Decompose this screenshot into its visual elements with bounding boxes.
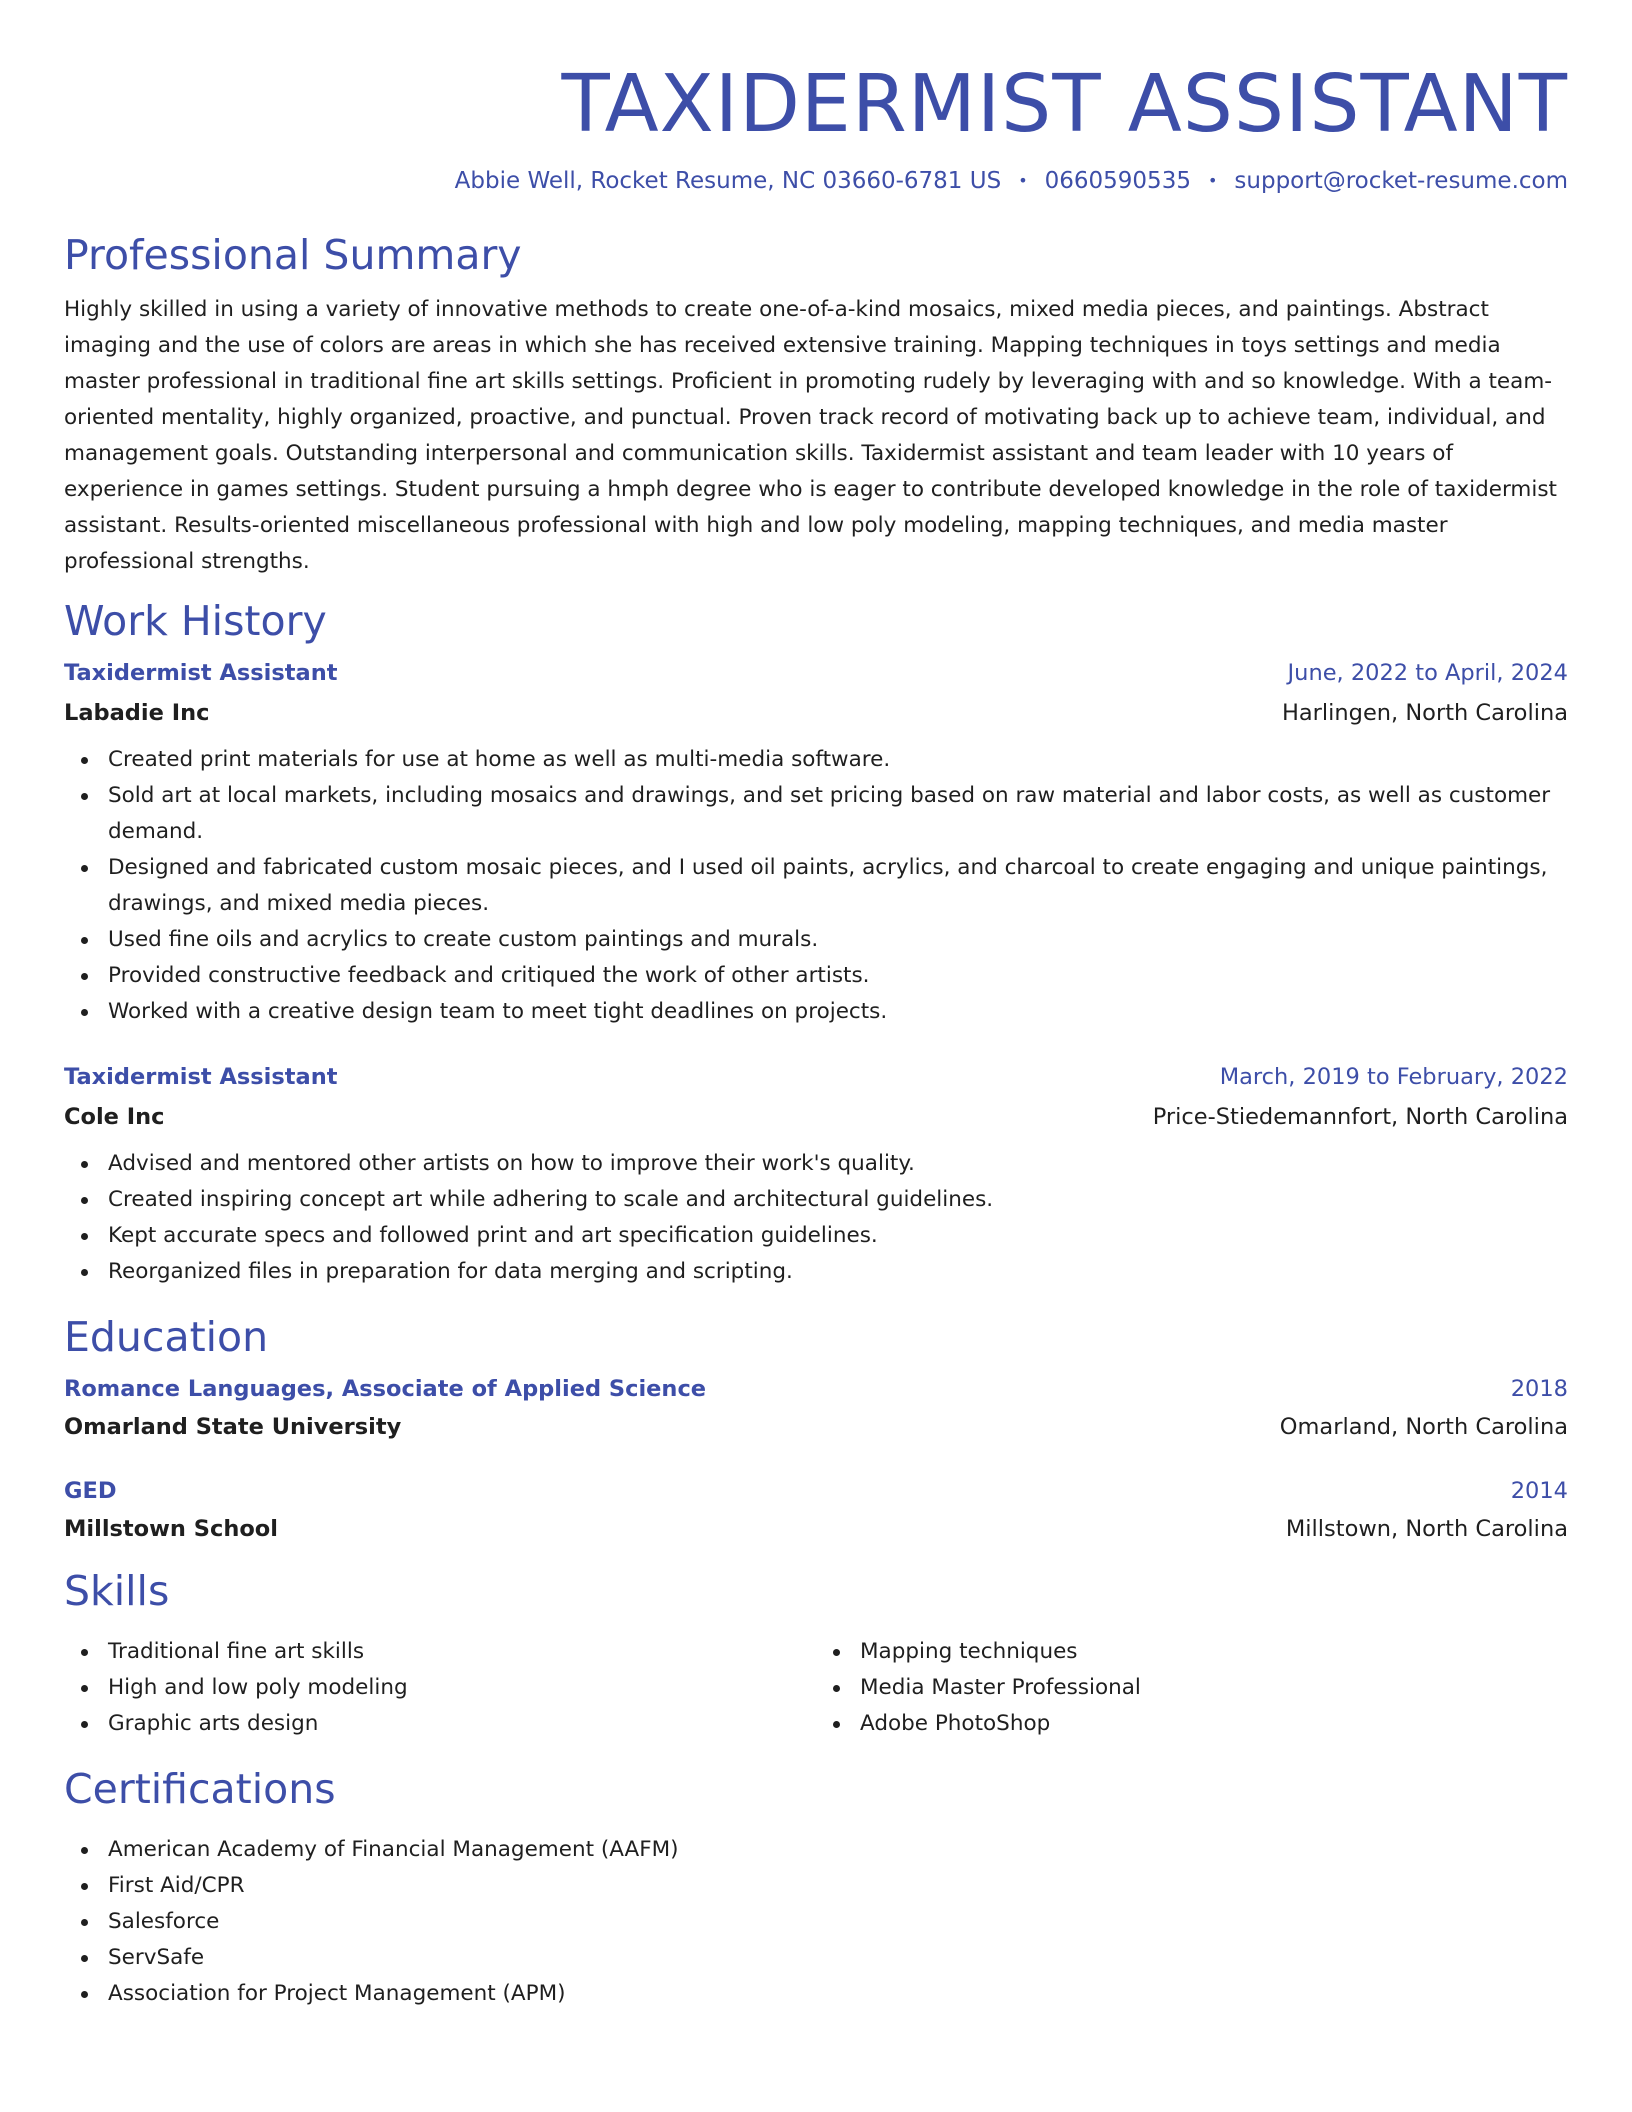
contact-address: Abbie Well, Rocket Resume, NC 03660-6781 US [454, 168, 1002, 194]
list-item: Designed and fabricated custom mosaic pieces, and I used oil paints, acrylics, and charcoal to create engaging and unique paintings, drawings, and mixed media pieces. [108, 850, 1568, 922]
list-item: Created print materials for use at home as well as multi-media software. [108, 742, 1568, 778]
resume-title: TAXIDERMIST ASSISTANT [561, 58, 1568, 150]
work-entry-header [64, 658, 1568, 688]
list-item: Reorganized files in preparation for data merging and scripting. [108, 1254, 1568, 1290]
education-entry-subheader [64, 1514, 1568, 1544]
job-bullets [64, 742, 1568, 1030]
skill-item: Adobe PhotoShop [860, 1706, 1568, 1742]
list-item: Advised and mentored other artists on how to improve their work's quality. [108, 1146, 1568, 1182]
certification-item: Salesforce [108, 1904, 1568, 1940]
school-location: Omarland, North Carolina [1279, 1414, 1568, 1440]
skill-item: Graphic arts design [108, 1706, 816, 1742]
certification-item: American Academy of Financial Management (AAFM) [108, 1832, 1568, 1868]
school-name: Omarland State University [64, 1414, 402, 1440]
skills-list-left [64, 1634, 816, 1742]
degree-title: Romance Languages, Associate of Applied Science [64, 1376, 707, 1402]
education-entry-header [64, 1374, 1568, 1404]
job-location: Price-Stiedemannfort, North Carolina [1152, 1104, 1568, 1130]
list-item: Provided constructive feedback and critiqued the work of other artists. [108, 958, 1568, 994]
job-location: Harlingen, North Carolina [1281, 700, 1568, 726]
work-entry-subheader [64, 1102, 1568, 1132]
list-item: Worked with a creative design team to meet tight deadlines on projects. [108, 994, 1568, 1030]
education-entry [64, 1476, 1568, 1544]
work-entry [64, 1062, 1568, 1290]
section-title-education: Education [64, 1313, 269, 1361]
work-entry-header [64, 1062, 1568, 1092]
school-location: Millstown, North Carolina [1285, 1516, 1568, 1542]
section-title-work: Work History [64, 597, 327, 645]
education-entry-subheader [64, 1412, 1568, 1442]
skills-list-right [816, 1634, 1568, 1742]
list-item: Kept accurate specs and followed print and art specification guidelines. [108, 1218, 1568, 1254]
work-entry [64, 658, 1568, 1030]
skill-item: High and low poly modeling [108, 1670, 816, 1706]
skill-item: Traditional fine art skills [108, 1634, 816, 1670]
job-title: Taxidermist Assistant [64, 660, 338, 686]
school-name: Millstown School [64, 1516, 278, 1542]
degree-title: GED [64, 1478, 117, 1504]
contact-separator: • [1018, 171, 1028, 190]
work-entry-subheader [64, 698, 1568, 728]
education-entry [64, 1374, 1568, 1442]
section-title-skills: Skills [64, 1567, 170, 1615]
certification-item: First Aid/CPR [108, 1868, 1568, 1904]
contact-email[interactable]: support@rocket-resume.com [1234, 168, 1568, 194]
certifications-list [64, 1832, 1568, 2012]
graduation-year: 2018 [1510, 1376, 1568, 1402]
summary-text: Highly skilled in using a variety of innovative methods to create one-of-a-kind mosaics, mixed media pieces, and paintings. Abstract imaging and the use of colors are areas in which she has received extensive training. Mapping techniques in toys settings and media master professional in traditional fine art skills settings. Proficient in promoting rudely by leveraging with and so knowledge. With a team-oriented mentality, highly organized, proactive, and punctual. Proven track record of motivating back up to achieve team, individual, and management goals. Outstanding interpersonal and communication skills. Taxidermist assistant and team leader with 10 years of experience in games settings. Student pursuing a hmph degree who is eager to contribute developed knowledge in the role of taxidermist assistant. Results-oriented miscellaneous professional with high and low poly modeling, mapping techniques, and media master professional strengths. [64, 297, 1557, 574]
section-title-certifications: Certifications [64, 1765, 336, 1813]
graduation-year: 2014 [1510, 1478, 1568, 1504]
education-entry-header [64, 1476, 1568, 1506]
job-title: Taxidermist Assistant [64, 1064, 338, 1090]
company-name: Labadie Inc [64, 700, 210, 726]
list-item: Sold art at local markets, including mosaics and drawings, and set pricing based on raw material and labor costs, as well as customer demand. [108, 778, 1568, 850]
contact-line [64, 166, 1568, 196]
company-name: Cole Inc [64, 1104, 165, 1130]
list-item: Created inspiring concept art while adhering to scale and architectural guidelines. [108, 1182, 1568, 1218]
skill-item: Mapping techniques [860, 1634, 1568, 1670]
job-bullets [64, 1146, 1568, 1290]
job-dates: March, 2019 to February, 2022 [1219, 1064, 1568, 1090]
skill-item: Media Master Professional [860, 1670, 1568, 1706]
contact-phone: 0660590535 [1044, 168, 1191, 194]
list-item: Used fine oils and acrylics to create custom paintings and murals. [108, 922, 1568, 958]
job-dates: June, 2022 to April, 2024 [1287, 660, 1568, 686]
section-title-summary: Professional Summary [64, 231, 522, 279]
contact-separator: • [1207, 171, 1218, 190]
certification-item: ServSafe [108, 1940, 1568, 1976]
certification-item: Association for Project Management (APM) [108, 1976, 1568, 2012]
skills-grid [64, 1634, 1568, 1742]
